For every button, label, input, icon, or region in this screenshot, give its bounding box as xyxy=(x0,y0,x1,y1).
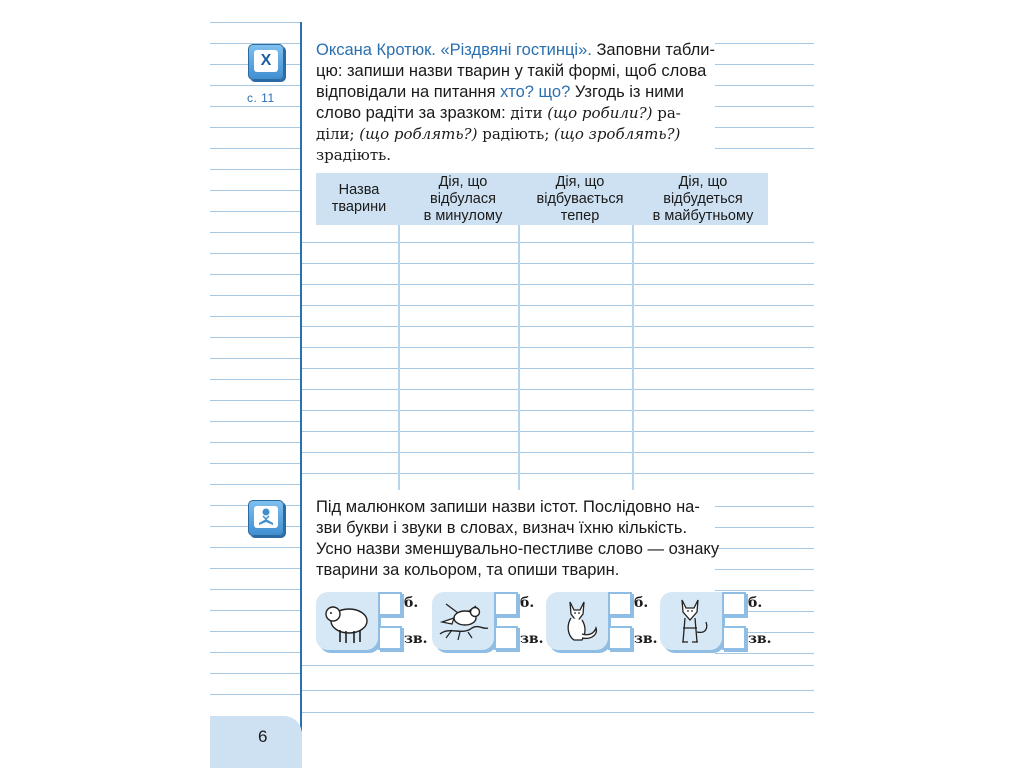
animal-card-fox xyxy=(546,592,656,652)
header-line: в майбутньому xyxy=(652,207,754,224)
child-with-book-icon xyxy=(256,507,276,527)
fox-icon xyxy=(546,592,608,650)
ruled-line xyxy=(210,316,300,317)
line-1-rest: Заповни табли- xyxy=(591,41,715,59)
ruled-line xyxy=(210,106,300,107)
ruled-line xyxy=(300,242,814,243)
ruled-line xyxy=(300,347,814,348)
ruled-line xyxy=(715,653,814,654)
letters-count-box[interactable] xyxy=(378,592,402,616)
bird-icon xyxy=(432,592,494,650)
animal-card-lamb xyxy=(316,592,426,652)
ruled-line xyxy=(210,589,300,590)
exercise-1-line-4 xyxy=(316,103,768,124)
ruled-line xyxy=(210,547,300,548)
sample-question-3: (що зроблять?) xyxy=(553,125,681,143)
ruled-line xyxy=(210,631,300,632)
lamb-icon xyxy=(316,592,378,650)
exercise-2-line: тварини за кольором, та опиши тварин. xyxy=(316,561,620,579)
letters-count-box[interactable] xyxy=(608,592,632,616)
line-4-pre: слово радіти за зразком: xyxy=(316,104,511,122)
ruled-line xyxy=(210,274,300,275)
header-line: відбувається xyxy=(536,190,624,207)
ruled-line xyxy=(210,484,300,485)
header-future-action xyxy=(638,173,768,225)
ruled-line xyxy=(300,452,814,453)
page-number-tab xyxy=(210,716,302,768)
table-column-divider xyxy=(632,225,634,490)
ruled-line xyxy=(210,610,300,611)
animal-card-wolf xyxy=(660,592,770,652)
letters-count-box[interactable] xyxy=(722,592,746,616)
ruled-line xyxy=(210,148,300,149)
ruled-line xyxy=(300,284,814,285)
ruled-line xyxy=(300,326,814,327)
header-line: відбудеться xyxy=(663,190,743,207)
page-reference: с. 11 xyxy=(247,91,275,105)
ruled-line xyxy=(300,712,814,713)
sample-question-2: (що роблять?) xyxy=(359,125,478,143)
ruled-line xyxy=(300,665,814,666)
header-past-action xyxy=(404,173,522,225)
wolf-icon xyxy=(660,592,722,650)
header-line: Дія, що xyxy=(555,173,605,190)
question-words: хто? що? xyxy=(500,83,571,101)
header-animal-name xyxy=(316,173,402,225)
page-number: 6 xyxy=(258,727,268,746)
header-line: Дія, що xyxy=(438,173,488,190)
ruled-line xyxy=(715,590,814,591)
ruled-line xyxy=(300,389,814,390)
sounds-label: зв. xyxy=(748,631,772,647)
exercise-1-text xyxy=(316,40,768,166)
sounds-count-box[interactable] xyxy=(722,626,746,650)
exercise-1-line-5 xyxy=(316,124,768,145)
exercise-1-line-6: зрадіють. xyxy=(316,146,392,164)
sounds-count-box[interactable] xyxy=(494,626,518,650)
header-present-action xyxy=(524,173,636,225)
reading-child-icon xyxy=(248,500,284,536)
line-4-end: ра- xyxy=(652,104,681,122)
ruled-line xyxy=(300,368,814,369)
ruled-line xyxy=(210,652,300,653)
ruled-line xyxy=(210,295,300,296)
line-5-word-2: радіють; xyxy=(477,125,550,143)
reader-letter: Х xyxy=(254,50,278,72)
header-line: Назва xyxy=(338,182,380,198)
exercise-2-line: Усно назви зменшувально-пестливе слово — ознаку xyxy=(316,540,720,558)
sounds-label: зв. xyxy=(634,631,658,647)
ruled-line xyxy=(210,400,300,401)
ruled-line xyxy=(210,379,300,380)
ruled-line xyxy=(210,694,300,695)
ruled-line xyxy=(210,568,300,569)
ruled-line xyxy=(210,169,300,170)
letters-label: б. xyxy=(634,595,649,611)
table-column-divider xyxy=(518,225,520,490)
reader-book-icon xyxy=(248,44,284,80)
exercise-1-line-3 xyxy=(316,82,768,103)
ruled-line xyxy=(210,358,300,359)
sounds-label: зв. xyxy=(404,631,428,647)
exercise-1-line-2: цю: запиши назви тварин у такій формі, щоб слова xyxy=(316,62,707,80)
ruled-line xyxy=(210,253,300,254)
ruled-line xyxy=(210,127,300,128)
header-line: Дія, що xyxy=(678,173,728,190)
exercise-1-line-1 xyxy=(316,40,768,61)
ruled-line xyxy=(210,22,300,23)
sample-question-1: (що робили?) xyxy=(547,104,653,122)
ruled-line xyxy=(300,263,814,264)
exercise-2-text xyxy=(316,497,768,581)
sounds-label: зв. xyxy=(520,631,544,647)
line-3-post: Узгодь із ними xyxy=(570,83,684,101)
exercise-2-line: зви букви і звуки в словах, визнач їхню кількість. xyxy=(316,519,688,537)
ruled-line xyxy=(300,410,814,411)
ruled-line xyxy=(210,673,300,674)
ruled-line xyxy=(210,190,300,191)
line-3-pre: відповідали на питання xyxy=(316,83,501,101)
ruled-line xyxy=(300,473,814,474)
letters-label: б. xyxy=(748,595,763,611)
ruled-line xyxy=(210,211,300,212)
table-column-divider xyxy=(398,225,400,490)
table-header xyxy=(316,173,768,225)
line-5-word-1: діли; xyxy=(316,125,355,143)
sounds-count-box[interactable] xyxy=(608,626,632,650)
ruled-line xyxy=(210,85,300,86)
story-title: Оксана Кротюк. «Різдвяні гостинці». xyxy=(316,41,592,59)
exercise-2-line: Під малюнком запиши назви істот. Послідовно на- xyxy=(316,498,700,516)
ruled-line xyxy=(300,305,814,306)
workbook-page xyxy=(210,0,814,768)
ruled-line xyxy=(210,421,300,422)
sounds-count-box[interactable] xyxy=(378,626,402,650)
ruled-line xyxy=(300,690,814,691)
ruled-line xyxy=(210,232,300,233)
letters-label: б. xyxy=(404,595,419,611)
ruled-line xyxy=(210,337,300,338)
ruled-line xyxy=(210,463,300,464)
header-line: відбулася xyxy=(430,190,496,207)
header-line: в минулому xyxy=(423,207,503,224)
margin-line xyxy=(300,22,302,732)
animal-card-bird xyxy=(432,592,542,652)
header-line: тварини xyxy=(331,199,387,215)
reading-child-glyph xyxy=(254,506,278,528)
letters-label: б. xyxy=(520,595,535,611)
ruled-line xyxy=(210,442,300,443)
ruled-line xyxy=(300,431,814,432)
header-line: тепер xyxy=(560,207,600,224)
sample-word: діти xyxy=(510,104,543,122)
letters-count-box[interactable] xyxy=(494,592,518,616)
